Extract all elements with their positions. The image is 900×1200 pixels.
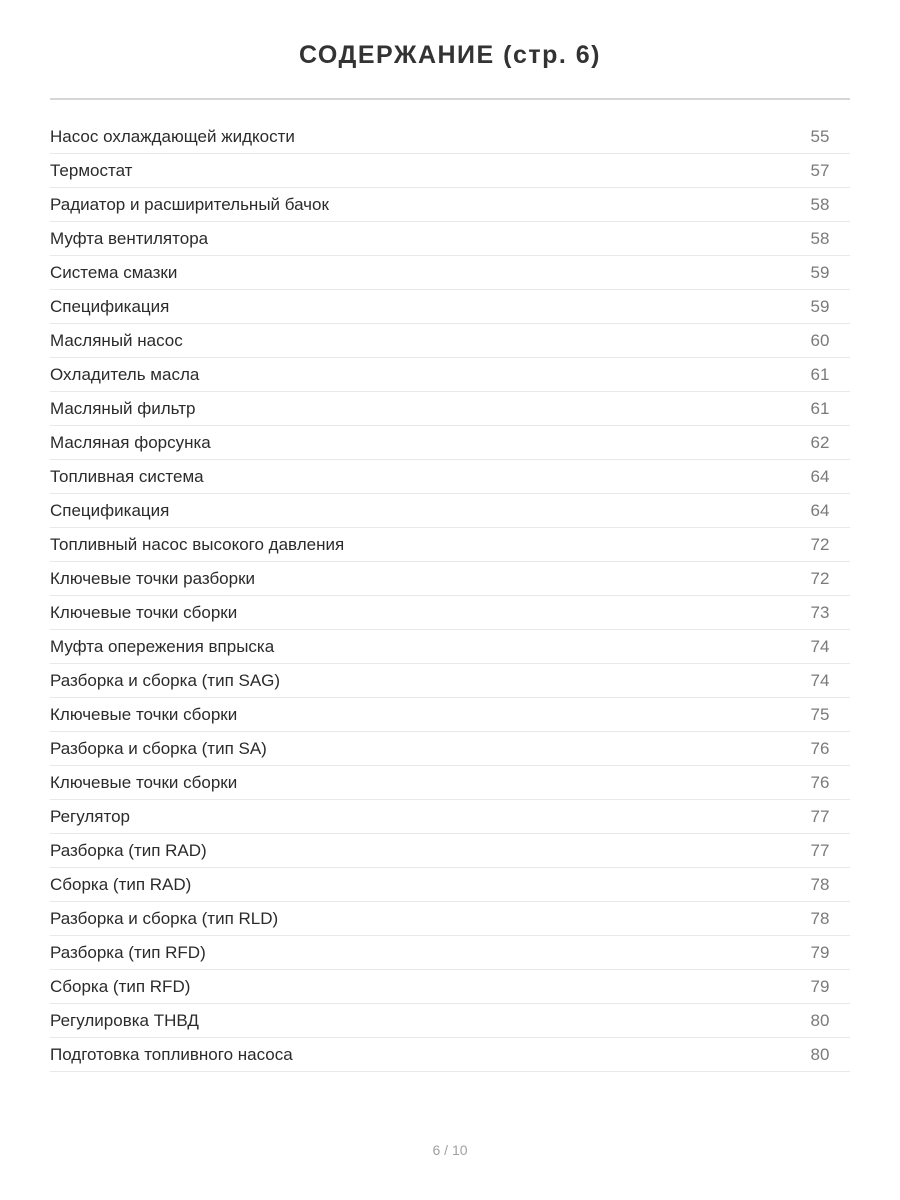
- toc-entry[interactable]: [50, 834, 850, 868]
- toc-entry[interactable]: [50, 460, 850, 494]
- toc-entry[interactable]: [50, 290, 850, 324]
- toc-entry-page-number: 72: [810, 568, 830, 588]
- toc-entry-title: Сборка (тип RAD): [50, 874, 192, 894]
- toc-entry[interactable]: [50, 358, 850, 392]
- toc-entry-page-number: 55: [810, 126, 830, 146]
- title-divider: [50, 98, 850, 100]
- toc-entry-title: Охладитель масла: [50, 364, 200, 384]
- toc-entry-title: Разборка и сборка (тип SAG): [50, 670, 281, 690]
- toc-entry-page-number: 61: [810, 398, 830, 418]
- toc-entry-title: Масляная форсунка: [50, 432, 211, 452]
- toc-entry[interactable]: [50, 868, 850, 902]
- toc-entry-page-number: 64: [810, 466, 830, 486]
- toc-entry-title: Регулировка ТНВД: [50, 1010, 199, 1030]
- toc-entry[interactable]: [50, 800, 850, 834]
- toc-entry[interactable]: [50, 528, 850, 562]
- page-title: СОДЕРЖАНИЕ (стр. 6): [298, 41, 602, 69]
- toc-entry-page-number: 76: [810, 772, 830, 792]
- toc-entry-page-number: 79: [810, 976, 830, 996]
- toc-entry[interactable]: [50, 154, 850, 188]
- toc-entry[interactable]: [50, 1004, 850, 1038]
- toc-entry-page-number: 60: [810, 330, 830, 350]
- toc-entry-page-number: 64: [810, 500, 830, 520]
- toc-entry-title: Разборка и сборка (тип RLD): [50, 908, 279, 928]
- toc-entry-page-number: 78: [810, 908, 830, 928]
- page-indicator: 6 / 10: [432, 1142, 468, 1158]
- toc-entry[interactable]: [50, 256, 850, 290]
- toc-entry-title: Сборка (тип RFD): [50, 976, 191, 996]
- toc-entry[interactable]: [50, 324, 850, 358]
- toc-entry-page-number: 59: [810, 262, 830, 282]
- toc-entry-page-number: 80: [810, 1010, 830, 1030]
- toc-entry[interactable]: [50, 494, 850, 528]
- toc-entry-title: Спецификация: [50, 500, 170, 520]
- toc-entry-page-number: 58: [810, 194, 830, 214]
- toc-entry[interactable]: [50, 222, 850, 256]
- toc-entry-title: Масляный насос: [50, 330, 183, 350]
- toc-entry[interactable]: [50, 698, 850, 732]
- toc-entry-title: Регулятор: [50, 806, 131, 826]
- toc-entry[interactable]: [50, 936, 850, 970]
- toc-entry-title: Ключевые точки разборки: [50, 568, 256, 588]
- toc-list: [50, 120, 850, 1072]
- toc-entry[interactable]: [50, 766, 850, 800]
- toc-entry-title: Разборка (тип RFD): [50, 942, 206, 962]
- toc-entry[interactable]: [50, 970, 850, 1004]
- toc-entry[interactable]: [50, 664, 850, 698]
- toc-entry-title: Разборка (тип RAD): [50, 840, 207, 860]
- toc-entry-title: Подготовка топливного насоса: [50, 1044, 293, 1064]
- toc-entry-page-number: 57: [810, 160, 830, 180]
- toc-entry-title: Масляный фильтр: [50, 398, 196, 418]
- toc-entry-title: Разборка и сборка (тип SA): [50, 738, 267, 758]
- toc-entry-page-number: 58: [810, 228, 830, 248]
- toc-entry-title: Система смазки: [50, 262, 178, 282]
- toc-entry-page-number: 62: [810, 432, 830, 452]
- toc-entry[interactable]: [50, 732, 850, 766]
- toc-entry[interactable]: [50, 1038, 850, 1072]
- toc-entry-page-number: 74: [810, 670, 830, 690]
- toc-entry-page-number: 78: [810, 874, 830, 894]
- toc-entry-page-number: 61: [810, 364, 830, 384]
- toc-entry-page-number: 76: [810, 738, 830, 758]
- toc-entry-page-number: 77: [810, 840, 830, 860]
- toc-entry-title: Топливная система: [50, 466, 204, 486]
- toc-entry[interactable]: [50, 902, 850, 936]
- toc-entry[interactable]: [50, 188, 850, 222]
- toc-entry-title: Термостат: [50, 160, 133, 180]
- toc-entry[interactable]: [50, 630, 850, 664]
- toc-entry-title: Ключевые точки сборки: [50, 602, 238, 622]
- toc-entry-page-number: 75: [810, 704, 830, 724]
- toc-entry-title: Муфта опережения впрыска: [50, 636, 275, 656]
- toc-entry-title: Насос охлаждающей жидкости: [50, 126, 295, 146]
- toc-entry-title: Топливный насос высокого давления: [50, 534, 345, 554]
- toc-entry[interactable]: [50, 120, 850, 154]
- toc-entry-page-number: 74: [810, 636, 830, 656]
- toc-entry-page-number: 72: [810, 534, 830, 554]
- toc-entry-title: Ключевые точки сборки: [50, 772, 238, 792]
- toc-entry[interactable]: [50, 562, 850, 596]
- toc-entry[interactable]: [50, 392, 850, 426]
- toc-entry-title: Ключевые точки сборки: [50, 704, 238, 724]
- toc-entry-title: Муфта вентилятора: [50, 228, 209, 248]
- toc-entry-page-number: 77: [810, 806, 830, 826]
- toc-entry-page-number: 80: [810, 1044, 830, 1064]
- toc-entry[interactable]: [50, 426, 850, 460]
- toc-entry-title: Радиатор и расширительный бачок: [50, 194, 329, 214]
- toc-entry-title: Спецификация: [50, 296, 170, 316]
- toc-entry-page-number: 79: [810, 942, 830, 962]
- toc-entry-page-number: 73: [810, 602, 830, 622]
- toc-entry[interactable]: [50, 596, 850, 630]
- toc-entry-page-number: 59: [810, 296, 830, 316]
